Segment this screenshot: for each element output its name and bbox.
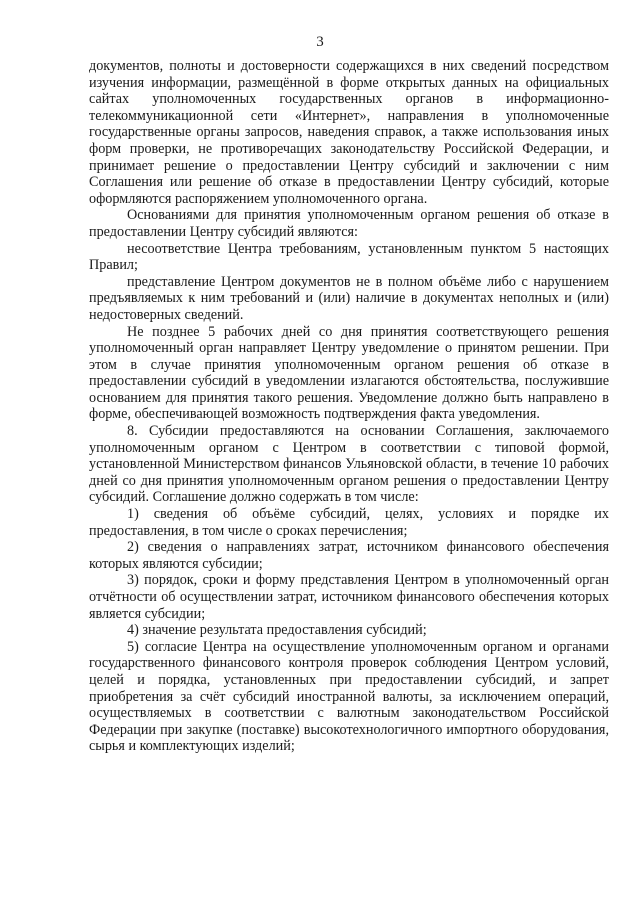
list-item: представление Центром документов не в полном объёме либо с нарушением предъявляемых к ним требований и (или) наличие в документах неполных и (или) недостоверных сведений. — [89, 273, 609, 323]
paragraph: Основаниями для принятия уполномоченным органом решения об отказе в предоставлении Центру субсидий являются: — [89, 207, 609, 240]
list-item: несоответствие Центра требованиям, установленным пунктом 5 настоящих Правил; — [89, 240, 609, 274]
document-body — [89, 58, 609, 755]
paragraph: документов, полноты и достоверности содержащихся в них сведений посредством изучения информации, размещённой в форме открытых данных на официальных сайтах уполномоченных государственных органов в информационно-телекоммуникационной сети «Интернет», направления в уполномоченные государственные органы запросов, наведения справок, а также использования иных форм проверки, не противоречащих законодательству Российской Федерации, и принимает решение о предоставлении Центру субсидий и заключении с ним Соглашения или решение об отказе в предоставлении Центру субсидий, которые оформляются распоряжением уполномоченного органа. — [89, 58, 609, 207]
list-item: 3) порядок, сроки и форму представления Центром в уполномоченный орган отчётности об осуществлении затрат, источником финансового обеспечения которых является субсидии; — [89, 572, 609, 622]
list-item: 4) значение результата предоставления субсидий; — [127, 622, 427, 639]
clause-8: 8. Субсидии предоставляются на основании Соглашения, заключаемого уполномоченным органом с Центром в соответствии с типовой формой, установленной Министерством финансов Ульяновской области, в течение 10 рабочих дней со дня принятия уполномоченным органом решения о предоставлении Центру субсидий. Соглашение должно содержать в том числе: — [89, 423, 609, 506]
paragraph: Не позднее 5 рабочих дней со дня принятия соответствующего решения уполномоченный орган направляет Центру уведомление о принятом решении. При этом в случае принятия уполномоченным органом решения об отказе в предоставлении субсидий в уведомлении излагаются обстоятельства, послужившие основанием для принятия такого решения. Уведомление должно быть направлено в форме, обеспечивающей возможность подтверждения факта уведомления. — [89, 323, 609, 423]
page-number: 3 — [316, 34, 324, 50]
list-item: 1) сведения об объёме субсидий, целях, условиях и порядке их предоставления, в том числе о сроках перечисления; — [89, 506, 609, 539]
list-item: 5) согласие Центра на осуществление уполномоченным органом и органами государственного финансового контроля проверок соблюдения Центром условий, целей и порядка, установленных при предоставлении субсидий, и запрет приобретения за счёт субсидий иностранной валюты, за исключением операций, осуществляемых в соответствии с валютным законодательством Российской Федерации при закупке (поставке) высокотехнологичного импортного оборудования, сырья и комплектующих изделий; — [89, 638, 609, 755]
list-item: 2) сведения о направлениях затрат, источником финансового обеспечения которых являются субсидии; — [89, 539, 609, 572]
